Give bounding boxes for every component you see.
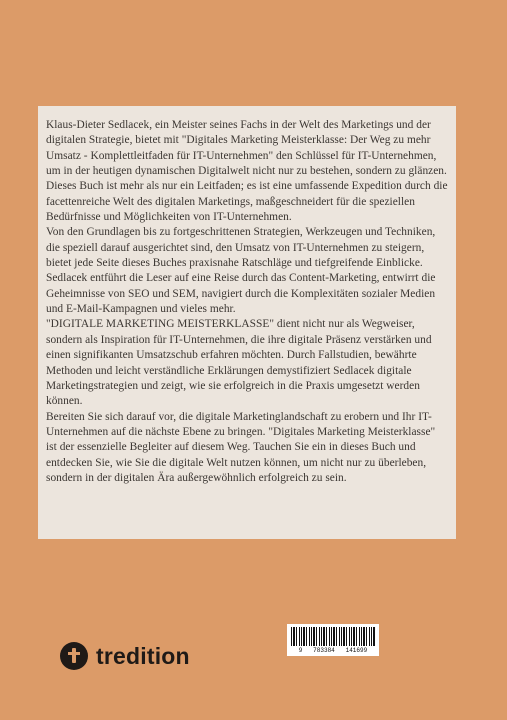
tredition-logo-icon [60,642,88,670]
blurb-paragraph-4: Bereiten Sie sich darauf vor, die digitale Marketinglandschaft zu erobern und Ihr IT-Unternehmen auf die nächste Ebene zu bringen. "Digitales Marketing Meisterklasse" ist der essenzielle Begleiter auf diesem Weg. Tauchen Sie ein in dieses Buch und entdecken Sie, wie Sie die digitale Welt nutzen können, um nicht nur zu überleben, sondern in der digitalen Ära außergewöhnlich erfolgreich zu sein. [46,410,436,484]
blurb-paragraph-3: "DIGITALE MARKETING MEISTERKLASSE" dient nicht nur als Wegweiser, sondern als Inspiration für IT-Unternehmen, die ihre digitale Präsenz verstärken und einen signifikanten Umsatzschub erfahren möchten. Durch Fallstudien, bewährte Methoden und leicht verständliche Erklärungen demystifiziert Sedlacek digitale Marketingstrategien und zeigt, wie sie erfolgreich in die Praxis umgesetzt werden können. [46,318,432,408]
publisher-logo [60,640,190,672]
isbn-barcode [287,624,379,656]
panel-bottom-edge [38,532,456,539]
blurb-paragraph-2: Von den Grundlagen bis zu fortgeschrittenen Strategien, Werkzeugen und Techniken, die speziell darauf ausgerichtet sind, den Umsatz von IT-Unternehmen zu steigern, bietet jede Seite dieses Buches praxisnahe Ratschläge und tiefgreifende Einblicke. Sedlacek entführt die Leser auf eine Reise durch das Content-Marketing, entwirrt die Geheimnisse von SEO und SEM, navigiert durch die Komplexitäten sozialer Medien und E-Mail-Kampagnen und vieles mehr. [46,226,436,316]
blurb-paragraph-1: Klaus-Dieter Sedlacek, ein Meister seines Fachs in der Welt des Marketings und der digitalen Strategie, bietet mit "Digitales Marketing Meisterklasse: Der Weg zu mehr Umsatz - Komplettleitfaden für IT-Unternehmen" den Schlüssel für IT-Unternehmen, um in der heutigen dynamischen Digitalwelt nicht nur zu bestehen, sondern zu glänzen. Dieses Buch ist mehr als nur ein Leitfaden; es ist eine umfassende Expedition durch die facettenreiche Welt des digitalen Marketings, maßgeschneidert für die speziellen Bedürfnisse und Möglichkeiten von IT-Unternehmen. [46,119,448,224]
publisher-logo-text: tredition [96,642,190,669]
barcode-bars [291,627,375,646]
blurb-panel [38,106,456,539]
barcode-number: 9 783384 141699 [298,647,368,654]
